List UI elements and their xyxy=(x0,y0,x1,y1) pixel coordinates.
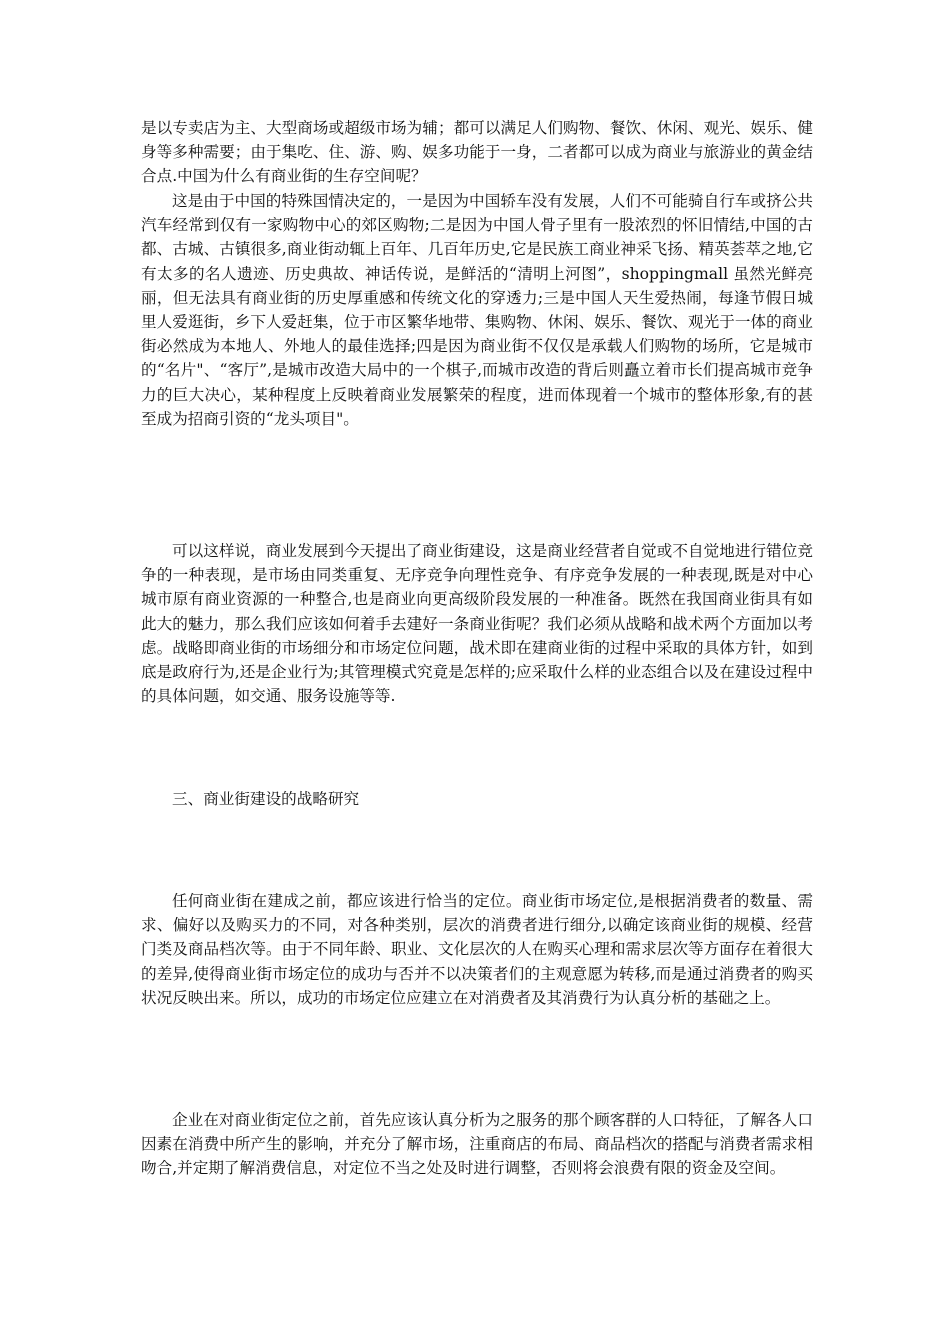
paragraph-3: 可以这样说，商业发展到今天提出了商业街建设，这是商业经营者自觉或不自觉地进行错位竞争的一种表现，是市场由同类重复、无序竞争向理性竞争、有序竞争发展的一种表现,既是对中心城市原有商业资源的一种整合,也是商业向更高级阶段发展的一种准备。既然在我国商业街具有如此大的魅力，那么我们应该如何着手去建好一条商业街呢？我们必须从战略和战术两个方面加以考虑。战略即商业街的市场细分和市场定位问题，战术即在建商业街的过程中采取的具体方针，如到底是政府行为,还是企业行为;其管理模式究竟是怎样的;应采取什么样的业态组合以及在建设过程中的具体问题，如交通、服务设施等等. xyxy=(141,542,813,706)
paragraph-5: 企业在对商业街定位之前，首先应该认真分析为之服务的那个顾客群的人口特征，了解各人口因素在消费中所产生的影响，并充分了解市场，注重商店的布局、商品档次的搭配与消费者需求相吻合,并定期了解消费信息，对定位不当之处及时进行调整，否则将会浪费有限的资金及空间。 xyxy=(141,1111,813,1178)
paragraph-4: 任何商业街在建成之前，都应该进行恰当的定位。商业街市场定位,是根据消费者的数量、需求、偏好以及购买力的不同，对各种类别，层次的消费者进行细分,以确定该商业街的规模、经营门类及商品档次等。由于不同年龄、职业、文化层次的人在购买心理和需求层次等方面存在着很大的差异,使得商业街市场定位的成功与否并不以决策者们的主观意愿为转移,而是通过消费者的购买状况反映出来。所以，成功的市场定位应建立在对消费者及其消费行为认真分析的基础之上。 xyxy=(141,892,813,1007)
paragraph-1: 是以专卖店为主、大型商场或超级市场为辅；都可以满足人们购物、餐饮、休闲、观光、娱乐、健身等多种需要；由于集吃、住、游、购、娱多功能于一身，二者都可以成为商业与旅游业的黄金结合点.中国为什么有商业街的生存空间呢？ xyxy=(141,119,813,186)
section-heading: 三、商业街建设的战略研究 xyxy=(172,790,360,808)
paragraph-2: 这是由于中国的特殊国情决定的，一是因为中国轿车没有发展，人们不可能骑自行车或挤公共汽车经常到仅有一家购物中心的郊区购物;二是因为中国人骨子里有一股浓烈的怀旧情结,中国的古都、古城、古镇很多,商业街动辄上百年、几百年历史,它是民族工商业神采飞扬、精英荟萃之地,它有太多的名人遗迹、历史典故、神话传说，是鲜活的“清明上河图”，shoppingmall 虽然光鲜亮丽，但无法具有商业街的历史厚重感和传统文化的穿透力;三是中国人天生爱热闹，每逢节假日城里人爱逛街，乡下人爱赶集，位于市区繁华地带、集购物、休闲、娱乐、餐饮、观光于一体的商业街必然成为本地人、外地人的最佳选择;四是因为商业街不仅仅是承载人们购物的场所，它是城市的“名片"、“客厅”,是城市改造大局中的一个棋子,而城市改造的背后则矗立着市长们提高城市竞争力的巨大决心，某种程度上反映着商业发展繁荣的程度，进而体现着一个城市的整体形象,有的甚至成为招商引资的“龙头项目"。 xyxy=(141,192,813,428)
